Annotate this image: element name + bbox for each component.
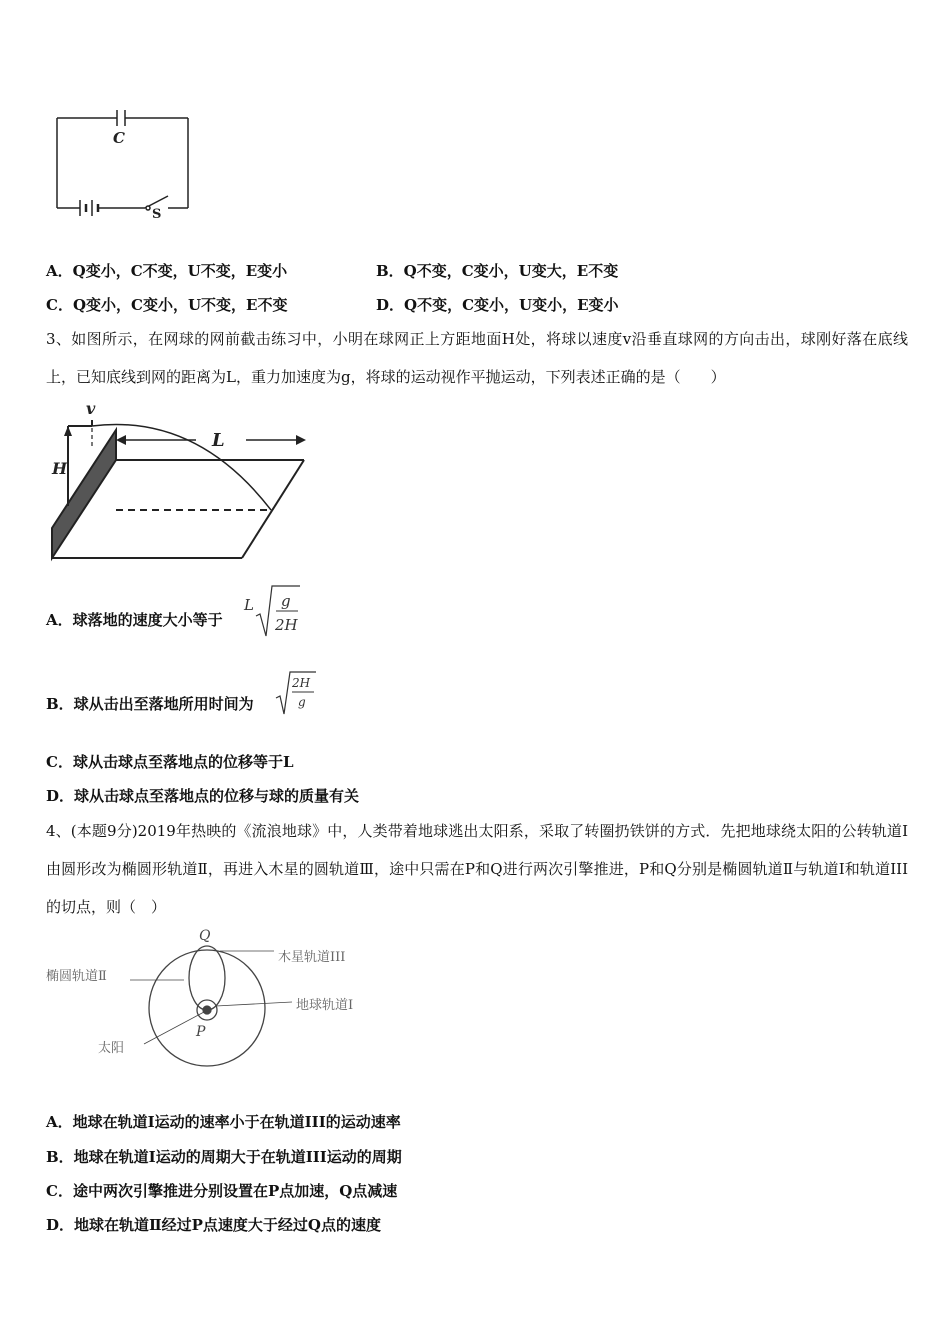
q3-option-b-formula — [274, 668, 320, 718]
q2-option-a: A．Q变小，C不变，U不变，E变小 — [46, 262, 288, 280]
q4-option-a: A．地球在轨道I运动的速率小于在轨道III的运动速率 — [46, 1113, 401, 1131]
switch-label: S — [152, 207, 162, 220]
point-p-label: P — [196, 1024, 206, 1040]
q3-stem: 3、如图所示，在网球的网前截击练习中，小明在球网正上方距地面H处，将球以速度v沿垂直球网的方向击出，球刚好落在底线上，已知底线到网的距离为L，重力加速度为g，将球的运动视作平抛运动，下列表述正确的是（ ） — [46, 330, 908, 386]
height-label: H — [52, 459, 68, 478]
q3-option-c: C．球从击球点至落地点的位移等于L — [46, 753, 294, 771]
formula-b-numerator: 2H — [292, 676, 311, 690]
point-q-label: Q — [199, 928, 211, 944]
q2-option-d: D．Q不变，C变小，U变小，E变小 — [376, 296, 619, 314]
q4-stem: 4、(本题9分)2019年热映的《流浪地球》中，人类带着地球逃出太阳系，采取了转圈扔铁饼的方式．先把地球绕太阳的公转轨道I由圆形改为椭圆形轨道Ⅱ，再进入木星的圆轨道Ⅲ，途中只需在P和Q进行两次引擎推进，P和Q分别是椭圆轨道Ⅱ与轨道I和轨道III的切点，则（ ） — [46, 822, 908, 916]
q3-option-a — [46, 610, 223, 630]
formula-a-numerator: g — [281, 592, 291, 610]
q3-option-b — [46, 694, 254, 714]
distance-label: L — [212, 430, 225, 451]
q4-option-c: C．途中两次引擎推进分别设置在P点加速，Q点减速 — [46, 1182, 398, 1200]
q4-option-d: D．地球在轨道Ⅱ经过P点速度大于经过Q点的速度 — [46, 1216, 381, 1234]
q2-option-c: C．Q变小，C变小，U不变，E不变 — [46, 296, 288, 314]
velocity-label: v — [86, 399, 96, 418]
q2-option-b: B．Q不变，C变小，U变大，E不变 — [376, 262, 619, 280]
ellipse-orbit-label: 椭圆轨道Ⅱ — [46, 969, 107, 984]
q3-option-a-formula — [242, 580, 304, 642]
circuit-diagram — [50, 108, 200, 220]
q3-option-a-text: A．球落地的速度大小等于 — [46, 611, 223, 629]
formula-b-denominator: g — [298, 695, 306, 709]
jupiter-orbit-label: 木星轨道III — [278, 950, 346, 965]
capacitor-label: C — [113, 129, 125, 147]
formula-l: L — [244, 596, 254, 614]
q3-option-b-text: B．球从击出至落地所用时间为 — [46, 695, 254, 713]
formula-a-denominator: 2H — [275, 616, 298, 634]
earth-orbit-label: 地球轨道Ⅰ — [296, 998, 354, 1013]
tennis-figure — [46, 398, 308, 563]
q3-option-d: D．球从击球点至落地点的位移与球的质量有关 — [46, 787, 360, 805]
sun-label: 太阳 — [98, 1041, 125, 1056]
orbit-figure — [44, 924, 390, 1072]
q4-option-b: B．地球在轨道I运动的周期大于在轨道III运动的周期 — [46, 1148, 402, 1166]
